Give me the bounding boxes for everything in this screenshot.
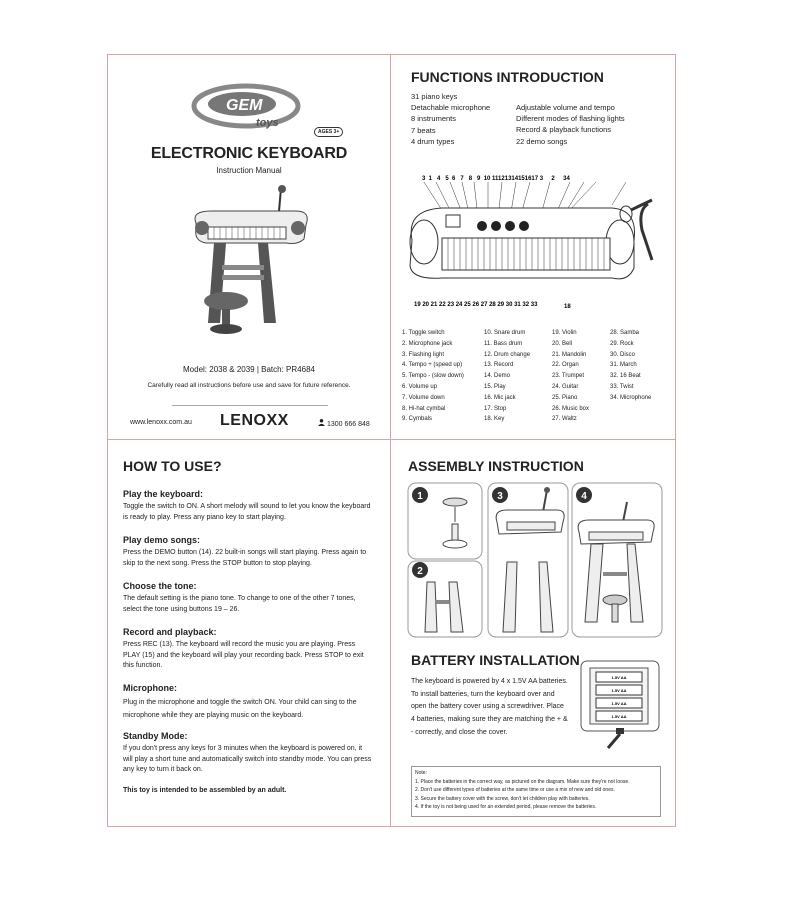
model-info: Model: 2038 & 2039 | Batch: PR4684 [183, 365, 315, 374]
legend-item: 15. Play [484, 383, 506, 390]
legend-item: 30. Disco [610, 351, 636, 358]
legend-item: 31. March [610, 362, 637, 369]
step-4-number: 4 [581, 491, 587, 502]
legend-item: 13. Record [484, 362, 514, 369]
legend-item: 11. Bass drum [484, 340, 523, 347]
legend-item: 6. Volume up [402, 383, 438, 390]
section-demo-songs [123, 535, 373, 569]
legend-item: 3. Flashing light [402, 351, 445, 358]
keyboard-product-image [186, 183, 316, 343]
feature-item: Adjustable volume and tempo [516, 103, 615, 112]
battery-title: BATTERY INSTALLATION [411, 652, 580, 668]
section-heading: Choose the tone: [123, 581, 197, 591]
phone-number [318, 419, 370, 428]
adult-warning: This toy is intended to be assembled by an adult. [123, 787, 287, 794]
section-record-playback [123, 627, 373, 672]
keyboard-diagram [402, 170, 672, 312]
note-item: 2. Don't use different types of batteries at the same time or use a mix of new and old ones. [415, 787, 615, 793]
cover-subtitle: Instruction Manual [216, 166, 282, 175]
section-heading: Play demo songs: [123, 535, 201, 545]
battery-notes-box [411, 766, 661, 817]
functions-title: FUNCTIONS INTRODUCTION [411, 69, 604, 85]
legend-column-2 [484, 328, 530, 425]
legend-item: 2. Microphone jack [402, 340, 453, 347]
legend-item: 17. Stop [484, 405, 507, 412]
battery-text: The keyboard is powered by 4 x 1.5V AA batteries. To install batteries, turn the keyboard over and open the battery cover using a screwdriver. Place 4 batteries, making sure they are matching the + & - correctly, and close the cover. [411, 678, 568, 736]
assembly-diagram [407, 482, 664, 639]
legend-item: 21. Mandolin [552, 351, 587, 358]
section-body: Toggle the switch to ON. A short melody will sound to let you know the keyboard is ready to play. Press any piano key to start playing. [123, 503, 371, 521]
section-heading: Record and playback: [123, 627, 217, 637]
feature-item: 7 beats [411, 125, 436, 135]
phone-text: 1300 666 848 [327, 421, 370, 428]
legend-item: 14. Demo [484, 373, 511, 380]
step-2-number: 2 [417, 566, 423, 577]
diagram-top-numbers: 3 1 4 5 6 7 8 9 10 11121314151617 3 2 34 [422, 176, 570, 182]
feature-item: 22 demo songs [516, 136, 568, 146]
brand-logo: LENOXX [220, 412, 289, 429]
legend-item: 24. Guitar [552, 383, 579, 390]
legend-item: 22. Organ [552, 362, 579, 369]
legend-item: 33. Twist [610, 383, 634, 390]
age-badge: AGES 3+ [314, 127, 343, 137]
svg-text:toys: toys [256, 117, 279, 129]
gem-toys-logo [190, 82, 302, 138]
legend-item: 16. Mic jack [484, 394, 516, 401]
battery-cell-label: 1.5V AA [611, 675, 627, 680]
legend-item: 18. Key [484, 416, 505, 423]
legend-item: 25. Piano [552, 394, 578, 401]
features-right [516, 102, 625, 147]
person-icon [318, 419, 325, 426]
legend-item: 23. Trumpet [552, 373, 585, 380]
cover-title: ELECTRONIC KEYBOARD [150, 145, 348, 162]
section-standby [123, 731, 373, 776]
legend-column-4 [610, 328, 651, 404]
legend-item: 20. Bell [552, 340, 573, 347]
legend-item: 8. Hi-hat cymbal [402, 405, 446, 412]
section-choose-tone [123, 581, 373, 615]
legend-item: 10. Snare drum [484, 330, 526, 336]
section-body: The default setting is the piano tone. To change to one of the other 7 tones, select the tone using buttons 19 – 26. [123, 595, 356, 613]
note-title: Note: [415, 770, 427, 776]
legend-item: 19. Violin [552, 330, 577, 336]
diagram-bottom-right: 18 [564, 304, 571, 310]
feature-item: 4 drum types [411, 136, 455, 146]
legend-column-1 [402, 328, 464, 425]
battery-cell-label: 1.5V AA [611, 688, 627, 693]
section-microphone [123, 683, 373, 722]
website-link[interactable]: www.lenoxx.com.au [130, 419, 192, 426]
cover-divider [172, 405, 328, 406]
battery-cell-label: 1.5V AA [611, 701, 627, 706]
legend-item: 9. Cymbals [402, 416, 433, 423]
note-item: 3. Secure the battery cover with the screw, don't let children play with batteries. [415, 795, 590, 802]
care-instruction: Carefully read all instructions before use and save for future reference. [147, 382, 351, 389]
legend-item: 4. Tempo + (speed up) [402, 362, 463, 369]
diagram-bottom-numbers: 19 20 21 22 23 24 25 26 27 28 29 30 31 32 33 [414, 302, 538, 308]
note-item: 1. Place the batteries in the correct way, as pictured on the diagram. Make sure they're not loose. [415, 778, 630, 785]
how-to-use-title: HOW TO USE? [123, 458, 222, 474]
legend-column-3 [552, 328, 589, 425]
section-body: Press REC (13). The keyboard will record the music you are playing. Press PLAY (15) and the keyboard will play your recording back. Press STOP to exit this function. [123, 641, 364, 669]
section-body: Press the DEMO button (14). 22 built-in songs will start playing. Press again to skip to the next song. Press the STOP button to stop playing. [123, 549, 367, 567]
section-body: If you don't press any keys for 3 minutes when the keyboard is powered on, it will play a short tune and automatically switch into standby mode. You can press any key to turn it back on. [123, 745, 372, 773]
legend-item: 32. 16 Beat [610, 373, 641, 380]
section-play-keyboard [123, 489, 373, 523]
assembly-title: ASSEMBLY INSTRUCTION [408, 458, 584, 474]
section-heading: Standby Mode: [123, 731, 188, 741]
legend-item: 1. Toggle switch [402, 330, 445, 336]
section-body: Plug in the microphone and toggle the switch ON. Your child can sing to the microphone while they are playing music on the keyboard. [123, 699, 357, 719]
feature-item: 8 instruments [411, 114, 457, 124]
legend-item: 34. Microphone [610, 394, 652, 401]
battery-compartment-image [580, 660, 660, 752]
legend-item: 5. Tempo - (slow down) [402, 373, 464, 380]
legend-item: 29. Rock [610, 340, 634, 347]
features-left [411, 91, 490, 147]
legend-item: 26. Music box [552, 405, 590, 412]
feature-item: Record & playback functions [516, 125, 612, 135]
step-3-number: 3 [497, 491, 503, 502]
feature-item: Different modes of flashing lights [516, 114, 625, 124]
step-1-number: 1 [417, 491, 423, 502]
legend-item: 28. Samba [610, 330, 640, 336]
section-heading: Microphone: [123, 683, 177, 693]
section-heading: Play the keyboard: [123, 489, 204, 499]
legend-item: 12. Drum change [484, 351, 531, 358]
svg-text:GEM: GEM [226, 97, 263, 114]
feature-item: Detachable microphone [411, 103, 491, 113]
feature-item: 31 piano keys [411, 92, 458, 101]
legend-item: 27. Waltz [552, 416, 577, 423]
note-item: 4. If the toy is not being used for an extended period, please remove the batteries. [415, 804, 597, 810]
fold-line-horizontal [107, 439, 676, 440]
legend-item: 7. Volume down [402, 394, 445, 401]
battery-cell-label: 1.5V AA [611, 714, 627, 719]
